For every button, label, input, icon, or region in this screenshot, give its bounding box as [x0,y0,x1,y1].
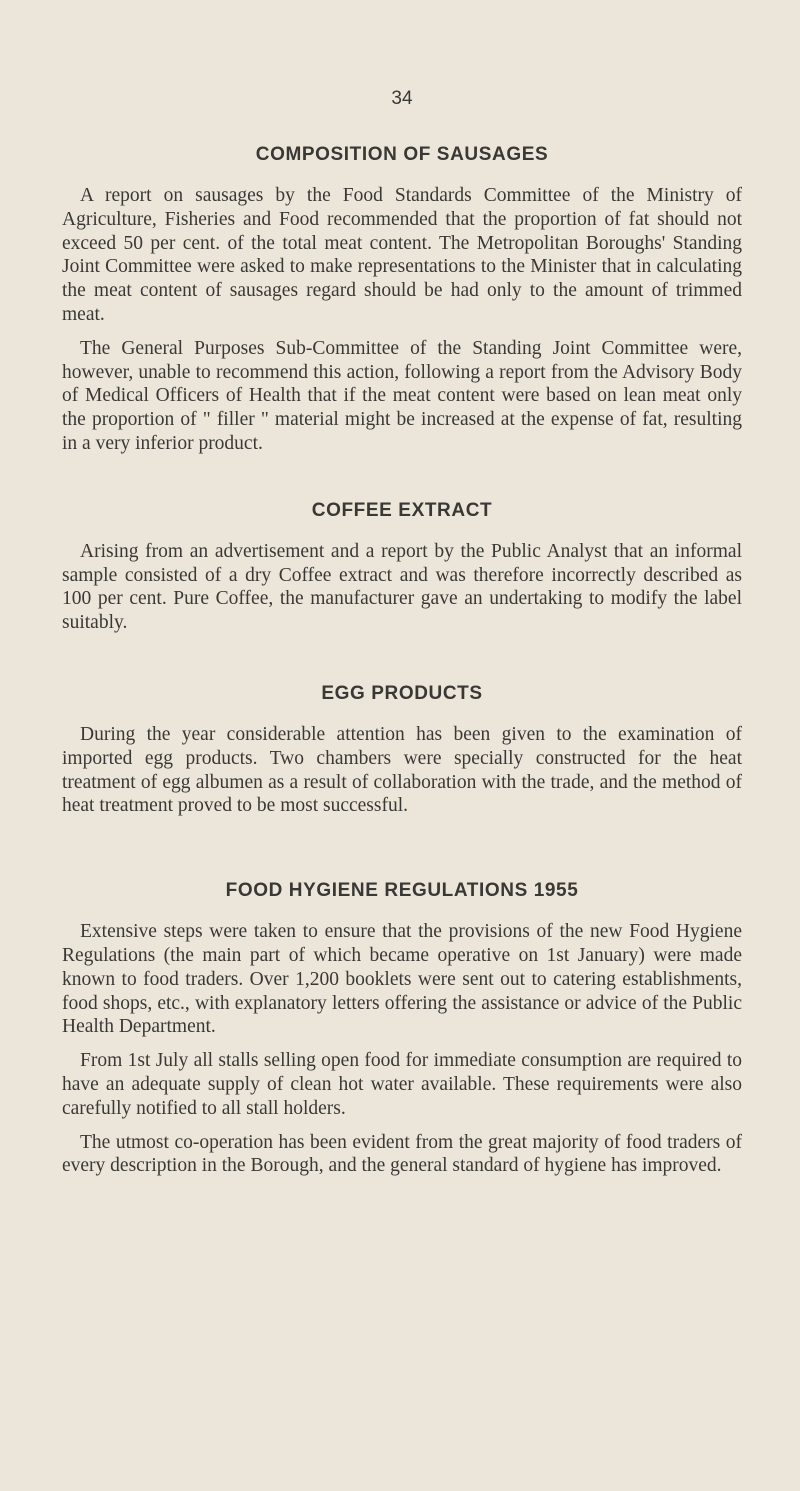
paragraph: During the year considerable attention has been given to the examination of imported egg products. Two chambers were specially constructed for the heat treatment of egg albumen as a result of collaboration with the trade, and the method of heat treatment proved to be most successful. [62,723,742,817]
section-composition-of-sausages [62,144,742,456]
section-heading: EGG PRODUCTS [321,682,483,704]
paragraph: The General Purposes Sub-Committee of the Standing Joint Committee were, however, unable to recommend this action, following a report from the Advisory Body of Medical Officers of Health that if the meat content were based on lean meat only the proportion of " filler " material might be increased at the expense of fat, resulting in a very inferior product. [62,337,742,454]
page-number: 34 [391,88,413,109]
paragraph: From 1st July all stalls selling open food for immediate consumption are required to have an adequate supply of clean hot water available. These requirements were also carefully notified to all stall holders. [62,1050,742,1119]
section-heading: COFFEE EXTRACT [311,499,493,521]
section-food-hygiene-regulations [62,880,742,1178]
section-egg-products [62,683,742,818]
document-page [62,88,742,1188]
section-heading: FOOD HYGIENE REGULATIONS 1955 [225,880,579,902]
paragraph: Arising from an advertisement and a report by the Public Analyst that an informal sample consisted of a dry Coffee extract and was therefore incorrectly described as 100 per cent. Pure Coffee, the manufacturer gave an undertaking to modify the label suitably. [62,540,742,634]
paragraph: A report on sausages by the Food Standards Committee of the Ministry of Agriculture, Fisheries and Food recommended that the proportion of fat should not exceed 50 per cent. of the total meat content. The Metropolitan Boroughs' Standing Joint Committee were asked to make representations to the Minister that in calculating the meat content of sausages regard should be had only to the amount of trimmed meat. [62,185,742,325]
section-coffee-extract [62,500,742,635]
paragraph: The utmost co-operation has been evident from the great majority of food traders of every description in the Borough, and the general standard of hygiene has improved. [62,1131,742,1177]
section-heading: COMPOSITION OF SAUSAGES [255,144,549,165]
paragraph: Extensive steps were taken to ensure that the provisions of the new Food Hygiene Regulations (the main part of which became operative on 1st January) were made known to food traders. Over 1,200 booklets were sent out to catering establishments, food shops, etc., with explanatory letters offering the assistance or advice of the Public Health Department. [62,921,742,1038]
